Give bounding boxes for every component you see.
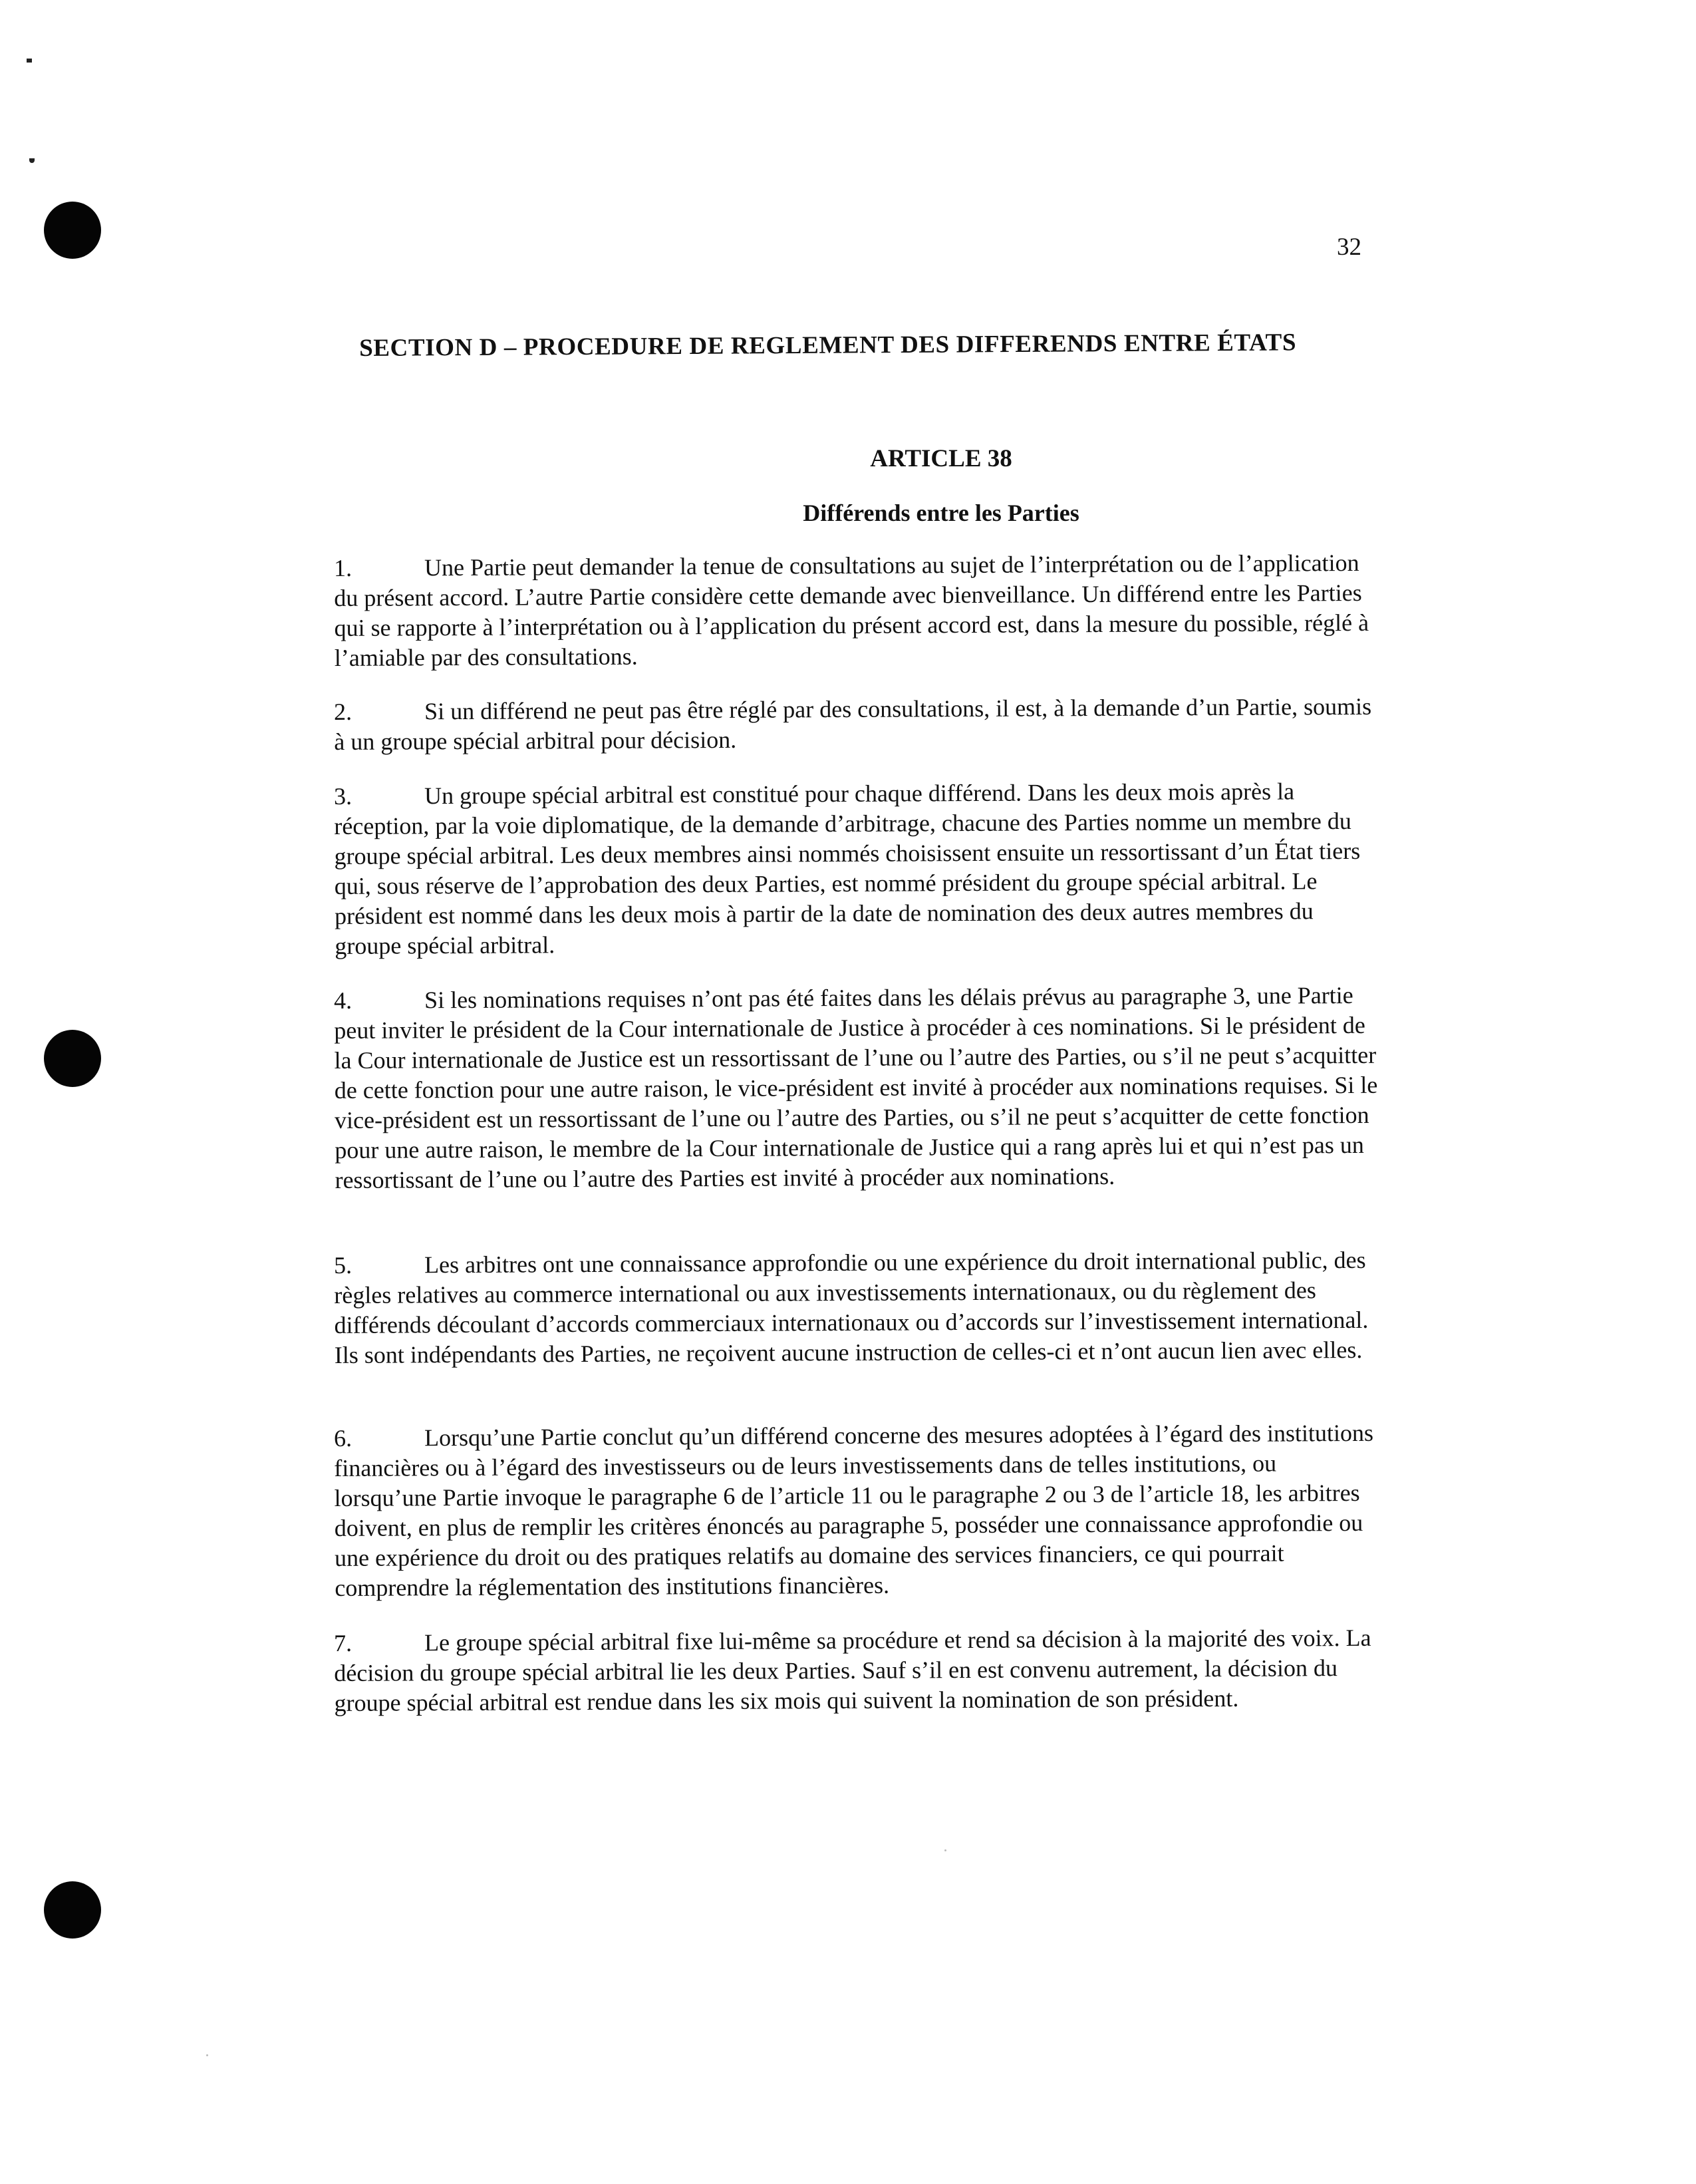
punch-hole-top [44,202,101,259]
paragraph-number: 1. [334,554,353,581]
paragraph-number: 3. [334,782,353,810]
paragraph-text: Une Partie peut demander la tenue de consultations au sujet de l’interprétation ou de l’application du présent accord. L’autre Partie considère cette demande avec bienveillance. Un différend entre les Parties qui se rapporte à l’interprétation ou à l’application du présent accord est, dans la mesure du possible, réglé à l’amiable par des consultations. [334,549,1369,671]
paragraph-text: Le groupe spécial arbitral fixe lui-même sa procédure et rend sa décision à la majorité des voix. La décision du groupe spécial arbitral lie les deux Parties. Sauf s’il en est convenu autrement, la décision du groupe spécial arbitral est rendue dans les six mois qui suivent la nomination de son président. [334,1624,1371,1716]
paragraph-3 [334,776,1379,961]
paragraph-text: Si un différend ne peut pas être réglé par des consultations, il est, à la demande d’un Partie, soumis à un groupe spécial arbitral pour décision. [334,693,1372,755]
paragraph-text: Un groupe spécial arbitral est constitué pour chaque différend. Dans les deux mois après la réception, par la voie diplomatique, de la demande d’arbitrage, chacune des Parties nomme un membre du groupe spécial arbitral. Les deux membres ainsi nommés choisissent ensuite un ressortissant d’un État tiers qui, sous réserve de l’approbation des deux Parties, est nommé président du groupe spécial arbitral. Le président est nommé dans les deux mois à partir de la date de nomination des deux autres membres du groupe spécial arbitral. [334,778,1361,959]
scan-speck [29,158,35,163]
article-subtitle: Différends entre les Parties [803,500,1079,526]
paragraph-5 [334,1245,1379,1370]
scan-speck [944,1849,946,1851]
paragraph-4 [334,981,1379,1195]
paragraph-number: 4. [334,987,353,1014]
paragraph-text: Les arbitres ont une connaissance approfondie ou une expérience du droit international public, des règles relatives au commerce international ou aux investissements internationaux, ou du règlement des différends découlant d’accords commerciaux internationaux ou d’accords sur l’investissement international. Ils sont indépendants des Parties, ne reçoivent aucune instruction de celles-ci et n’ont aucun lien avec elles. [334,1246,1369,1368]
scan-speck [27,59,32,63]
page-number: 32 [1337,234,1361,261]
section-title: SECTION D – PROCEDURE DE REGLEMENT DES DIFFERENDS ENTRE ÉTATS [359,329,1297,362]
paragraph-number: 2. [334,698,353,725]
article-title: ARTICLE 38 [870,445,1012,472]
paragraph-7 [334,1623,1379,1718]
paragraph-number: 5. [334,1251,353,1279]
paragraph-number: 7. [334,1629,353,1656]
scan-speck [206,2054,208,2056]
paragraph-2 [334,692,1378,757]
punch-hole-bottom [44,1881,101,1939]
paragraph-number: 6. [334,1424,353,1452]
paragraph-text: Lorsqu’une Partie conclut qu’un différend concerne des mesures adoptées à l’égard des institutions financières ou à l’égard des investisseurs ou de leurs investissements dans de telles institutions, ou lorsqu’une Partie invoque le paragraphe 6 de l’article 11 ou le paragraphe 2 ou 3 de l’article 18, les arbitres doivent, en plus de remplir les critères énoncés au paragraphe 5, posséder une connaissance approfondie ou une expérience du droit ou des pratiques relatifs au domaine des services financiers, ce qui pourrait comprendre la réglementation des institutions financières. [334,1419,1374,1601]
paragraph-1 [334,548,1379,673]
paragraph-6 [334,1418,1379,1603]
paragraph-text: Si les nominations requises n’ont pas été faites dans les délais prévus au paragraphe 3, une Partie peut inviter le président de la Cour internationale de Justice à procéder à ces nominations. Si le président de la Cour internationale de Justice est un ressortissant de l’une ou l’autre des Parties, ou s’il ne peut s’acquitter de cette fonction pour une autre raison, le vice-président est invité à procéder aux nominations requises. Si le vice-président est un ressortissant de l’une ou l’autre des Parties, ou s’il ne peut s’acquitter de cette fonction pour une autre raison, le membre de la Cour internationale de Justice qui a rang après lui et qui n’est pas un ressortissant de l’une ou l’autre des Parties est invité à procéder aux nominations. [334,981,1378,1193]
punch-hole-middle [44,1030,101,1087]
